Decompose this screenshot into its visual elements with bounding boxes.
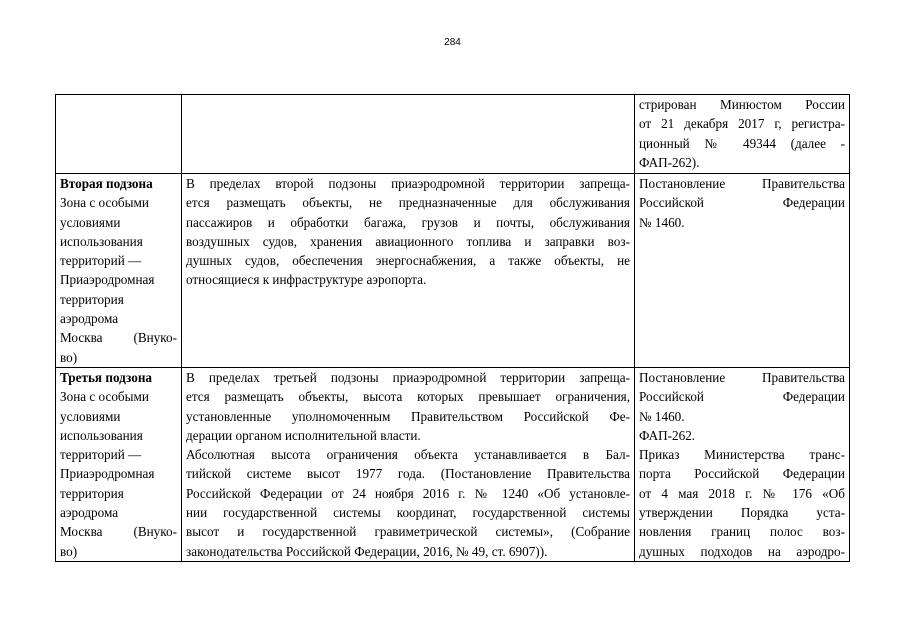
text-line: во) xyxy=(60,349,78,365)
text-line: Абсолютная высота ограничения объекта устанавливается в Бал- xyxy=(186,447,630,463)
text-line: В пределах второй подзоны приаэродромной территории запреща- xyxy=(186,176,630,191)
table-row xyxy=(56,174,850,368)
text-line: стрирован Минюстом России xyxy=(639,97,845,112)
text-line: Приаэродромная xyxy=(60,272,155,288)
text-line: территория xyxy=(60,291,124,307)
restrictions-cell xyxy=(182,368,635,562)
restrictions-cell xyxy=(182,174,635,368)
restrictions-cell xyxy=(182,95,635,174)
document-table xyxy=(55,94,850,562)
text-line: ется размещать объекты, высота которых превышает ограничения, xyxy=(186,389,630,405)
text-line: душных судов, обеспечения энергоснабжения, а также объекты, не xyxy=(186,253,630,269)
text-line: Москва (Внуко- xyxy=(60,524,177,540)
text-line: нии государственной системы координат, государственной системы xyxy=(186,505,630,521)
text-line: Приаэродромная xyxy=(60,466,155,482)
text-line: дерации органом исполнительной власти. xyxy=(186,427,421,443)
text-line: воздушных судов, хранения авиационного топлива и заправки воз- xyxy=(186,233,630,249)
text-line: порта Российской Федерации xyxy=(639,466,845,482)
text-line: Приказ Министерства транс- xyxy=(639,447,845,463)
table-row xyxy=(56,368,850,562)
text-line: во) xyxy=(60,543,78,559)
text-line: условиями xyxy=(60,408,121,424)
text-line: тийской системе высот 1977 года. (Постановление Правительства xyxy=(186,466,630,482)
text-line: новления границ полос воз- xyxy=(639,524,845,540)
text-line: высот и государственной гравиметрической системы», (Собрание xyxy=(186,524,630,540)
text-line: использования xyxy=(60,427,143,443)
text-line: Российской Федерации xyxy=(639,195,845,211)
text-line: установленные уполномоченным Правительством Российской Фе- xyxy=(186,408,630,424)
text-line: законодательства Российской Федерации, 2016, № 49, ст. 6907)). xyxy=(186,543,548,559)
zone-title: Вторая подзона xyxy=(60,176,153,191)
text-line: ФАП-262. xyxy=(639,427,696,443)
text-line: территорий — xyxy=(60,447,142,463)
text-line: от 21 декабря 2017 г, регистра- xyxy=(639,116,845,132)
text-line: территорий — xyxy=(60,253,142,269)
text-line: аэродрома xyxy=(60,505,119,521)
text-line: Постановление Правительства xyxy=(639,176,845,191)
text-line: Российской Федерации от 24 ноября 2016 г. № 1240 «Об установле- xyxy=(186,485,630,501)
zone-title: Третья подзона xyxy=(60,370,153,385)
zone-name-cell xyxy=(56,368,182,562)
zone-name-cell xyxy=(56,174,182,368)
text-line: Российской Федерации xyxy=(639,389,845,405)
text-line: душных подходов на аэродро- xyxy=(639,543,845,559)
legal-basis-cell xyxy=(635,368,850,562)
text-line: Зона с особыми xyxy=(60,389,149,405)
text-line: использования xyxy=(60,233,143,249)
table-row xyxy=(56,95,850,174)
text-line: относящиеся к инфраструктуре аэропорта. xyxy=(186,272,427,288)
text-line: Москва (Внуко- xyxy=(60,330,177,346)
text-line: территория xyxy=(60,485,124,501)
legal-basis-cell xyxy=(635,95,850,174)
text-line: аэродрома xyxy=(60,311,119,327)
text-line: пассажиров и обработки багажа, грузов и почты, обслуживания xyxy=(186,214,630,230)
text-line: В пределах третьей подзоны приаэродромной территории запреща- xyxy=(186,370,630,385)
text-line: ционный № 49344 (далее - xyxy=(639,135,845,151)
text-line: от 4 мая 2018 г. № 176 «Об xyxy=(639,485,845,501)
text-line: ФАП-262). xyxy=(639,154,700,170)
text-line: Зона с особыми xyxy=(60,195,149,211)
text-line: условиями xyxy=(60,214,121,230)
text-line: утверждении Порядка уста- xyxy=(639,505,845,521)
legal-basis-cell xyxy=(635,174,850,368)
text-line: № 1460. xyxy=(639,214,685,230)
text-line: Постановление Правительства xyxy=(639,370,845,385)
text-line: № 1460. xyxy=(639,408,685,424)
page-number: 284 xyxy=(444,37,461,48)
zone-name-cell xyxy=(56,95,182,174)
text-line: ется размещать объекты, не предназначенные для обслуживания xyxy=(186,195,630,211)
